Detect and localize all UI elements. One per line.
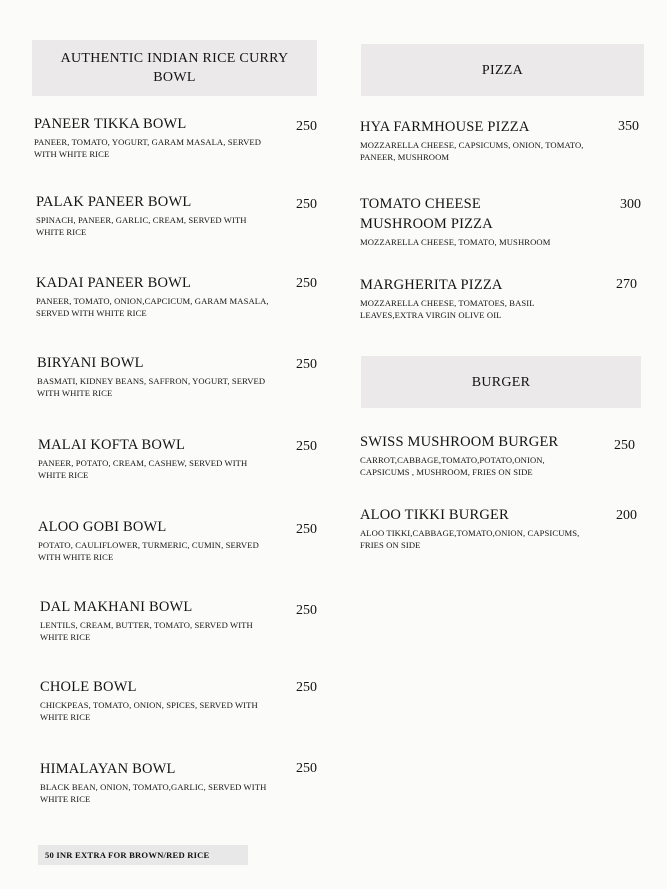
item-description: MOZZARELLA CHEESE, TOMATO, MUSHROOM <box>360 237 551 247</box>
item-price: 250 <box>614 438 635 453</box>
item-price: 250 <box>296 761 317 776</box>
item-name: CHOLE BOWL <box>40 679 137 695</box>
pizza-section-title: PIZZA <box>481 62 524 78</box>
menu-item-paneer-tikka <box>34 114 270 161</box>
item-name: BIRYANI BOWL <box>37 355 144 371</box>
menu-item-biryani <box>37 353 273 400</box>
menu-item-dal-makhani <box>40 597 276 644</box>
pizza-section-header <box>361 44 644 96</box>
item-description: POTATO, CAULIFLOWER, TURMERIC, CUMIN, SERVED WITH WHITE RICE <box>38 540 259 563</box>
menu-item-himalayan <box>40 759 276 806</box>
item-name: HYA FARMHOUSE PIZZA <box>360 119 530 135</box>
menu-item-palak-paneer <box>36 192 261 239</box>
item-description: PANEER, TOMATO, ONION,CAPCICUM, GARAM MASALA, SERVED WITH WHITE RICE <box>36 296 269 319</box>
item-description: LENTILS, CREAM, BUTTER, TOMATO, SERVED WITH WHITE RICE <box>40 620 253 643</box>
burger-section-header <box>361 356 641 408</box>
item-name: ALOO GOBI BOWL <box>38 519 167 535</box>
indian-section-title: AUTHENTIC INDIAN RICE CURRY BOWL <box>60 51 289 85</box>
item-name: ALOO TIKKI BURGER <box>360 507 509 523</box>
item-name: TOMATO CHEESE MUSHROOM PIZZA <box>360 196 493 232</box>
item-price: 250 <box>296 357 317 372</box>
item-price: 350 <box>618 119 639 134</box>
menu-item-aloo-tikki-burger <box>360 505 590 552</box>
item-name: MARGHERITA PIZZA <box>360 277 503 293</box>
item-price: 200 <box>616 508 637 523</box>
item-description: PANEER, TOMATO, YOGURT, GARAM MASALA, SERVED WITH WHITE RICE <box>34 137 262 160</box>
item-description: BASMATI, KIDNEY BEANS, SAFFRON, YOGURT, SERVED WITH WHITE RICE <box>37 376 266 399</box>
item-price: 250 <box>296 680 317 695</box>
item-price: 270 <box>616 277 637 292</box>
item-name: MALAI KOFTA BOWL <box>38 437 186 453</box>
item-price: 250 <box>296 603 317 618</box>
menu-item-chole <box>40 677 276 724</box>
rice-upgrade-note: 50 INR EXTRA FOR BROWN/RED RICE <box>38 845 248 865</box>
item-description: MOZZARELLA CHEESE, TOMATOES, BASIL LEAVES,EXTRA VIRGIN OLIVE OIL <box>360 298 535 321</box>
item-price: 250 <box>296 522 317 537</box>
indian-section-header <box>32 40 317 96</box>
item-description: CARROT,CABBAGE,TOMATO,POTATO,ONION, CAPSICUMS , MUSHROOM, FRIES ON SIDE <box>360 455 545 478</box>
menu-item-margherita-pizza <box>360 275 590 322</box>
menu-item-aloo-gobi <box>38 517 274 564</box>
item-description: PANEER, POTATO, CREAM, CASHEW, SERVED WITH WHITE RICE <box>38 458 248 481</box>
menu-item-hya-farmhouse-pizza <box>360 117 590 164</box>
item-description: ALOO TIKKI,CABBAGE,TOMATO,ONION, CAPSICUMS, FRIES ON SIDE <box>360 528 580 551</box>
item-price: 250 <box>296 276 317 291</box>
menu-item-swiss-mushroom-burger <box>360 432 590 479</box>
item-name: HIMALAYAN BOWL <box>40 761 176 777</box>
item-description: SPINACH, PANEER, GARLIC, CREAM, SERVED WITH WHITE RICE <box>36 215 247 238</box>
item-name: SWISS MUSHROOM BURGER <box>360 434 559 450</box>
menu-item-malai-kofta <box>38 435 274 482</box>
item-price: 300 <box>620 197 641 212</box>
item-name: KADAI PANEER BOWL <box>36 275 192 291</box>
item-description: BLACK BEAN, ONION, TOMATO,GARLIC, SERVED WITH WHITE RICE <box>40 782 267 805</box>
item-name: DAL MAKHANI BOWL <box>40 599 193 615</box>
item-price: 250 <box>296 197 317 212</box>
item-description: MOZZARELLA CHEESE, CAPSICUMS, ONION, TOMATO, PANEER, MUSHROOM <box>360 140 584 163</box>
item-price: 250 <box>296 439 317 454</box>
burger-section-title: BURGER <box>471 374 531 390</box>
menu-item-tomato-cheese-mushroom-pizza <box>360 194 590 248</box>
item-description: CHICKPEAS, TOMATO, ONION, SPICES, SERVED WITH WHITE RICE <box>40 700 258 723</box>
menu-item-kadai-paneer <box>36 273 272 320</box>
item-name: PALAK PANEER BOWL <box>36 194 192 210</box>
item-name: PANEER TIKKA BOWL <box>34 116 187 132</box>
item-price: 250 <box>296 119 317 134</box>
